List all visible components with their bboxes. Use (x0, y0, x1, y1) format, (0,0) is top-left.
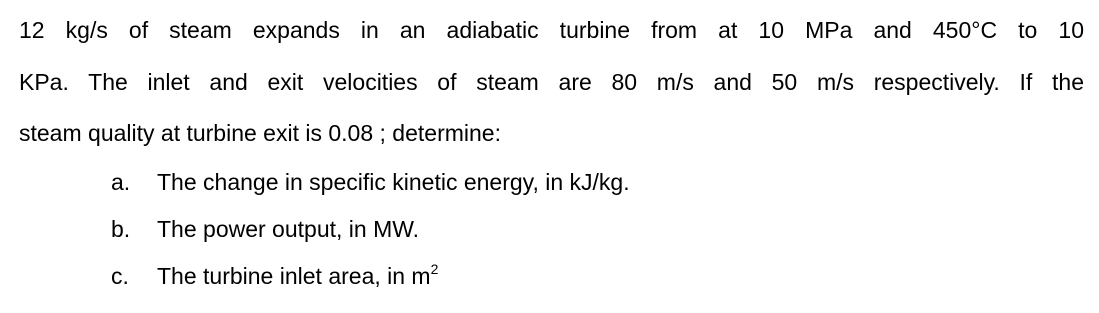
problem-line-2: KPa. The inlet and exit velocities of steam are 80 m/s and 50 m/s respectively. If the (19, 69, 1084, 95)
list-item-text: The turbine inlet area, in m (157, 263, 431, 289)
list-item-letter: a. (111, 169, 131, 195)
superscript-exponent: 2 (430, 261, 439, 277)
list-item-b (111, 216, 419, 243)
list-item-letter: b. (111, 216, 131, 242)
problem-line-3: steam quality at turbine exit is 0.08 ; determine: (19, 120, 501, 146)
list-item-letter: c. (111, 263, 129, 289)
list-item-c (111, 263, 438, 290)
problem-line-1: 12 kg/s of steam expands in an adiabatic turbine from at 10 MPa and 450°C to 10 (19, 17, 1084, 43)
list-item-text: The change in specific kinetic energy, in kJ/kg. (157, 169, 630, 195)
list-item-a (111, 169, 630, 196)
list-item-text: The power output, in MW. (157, 216, 420, 242)
